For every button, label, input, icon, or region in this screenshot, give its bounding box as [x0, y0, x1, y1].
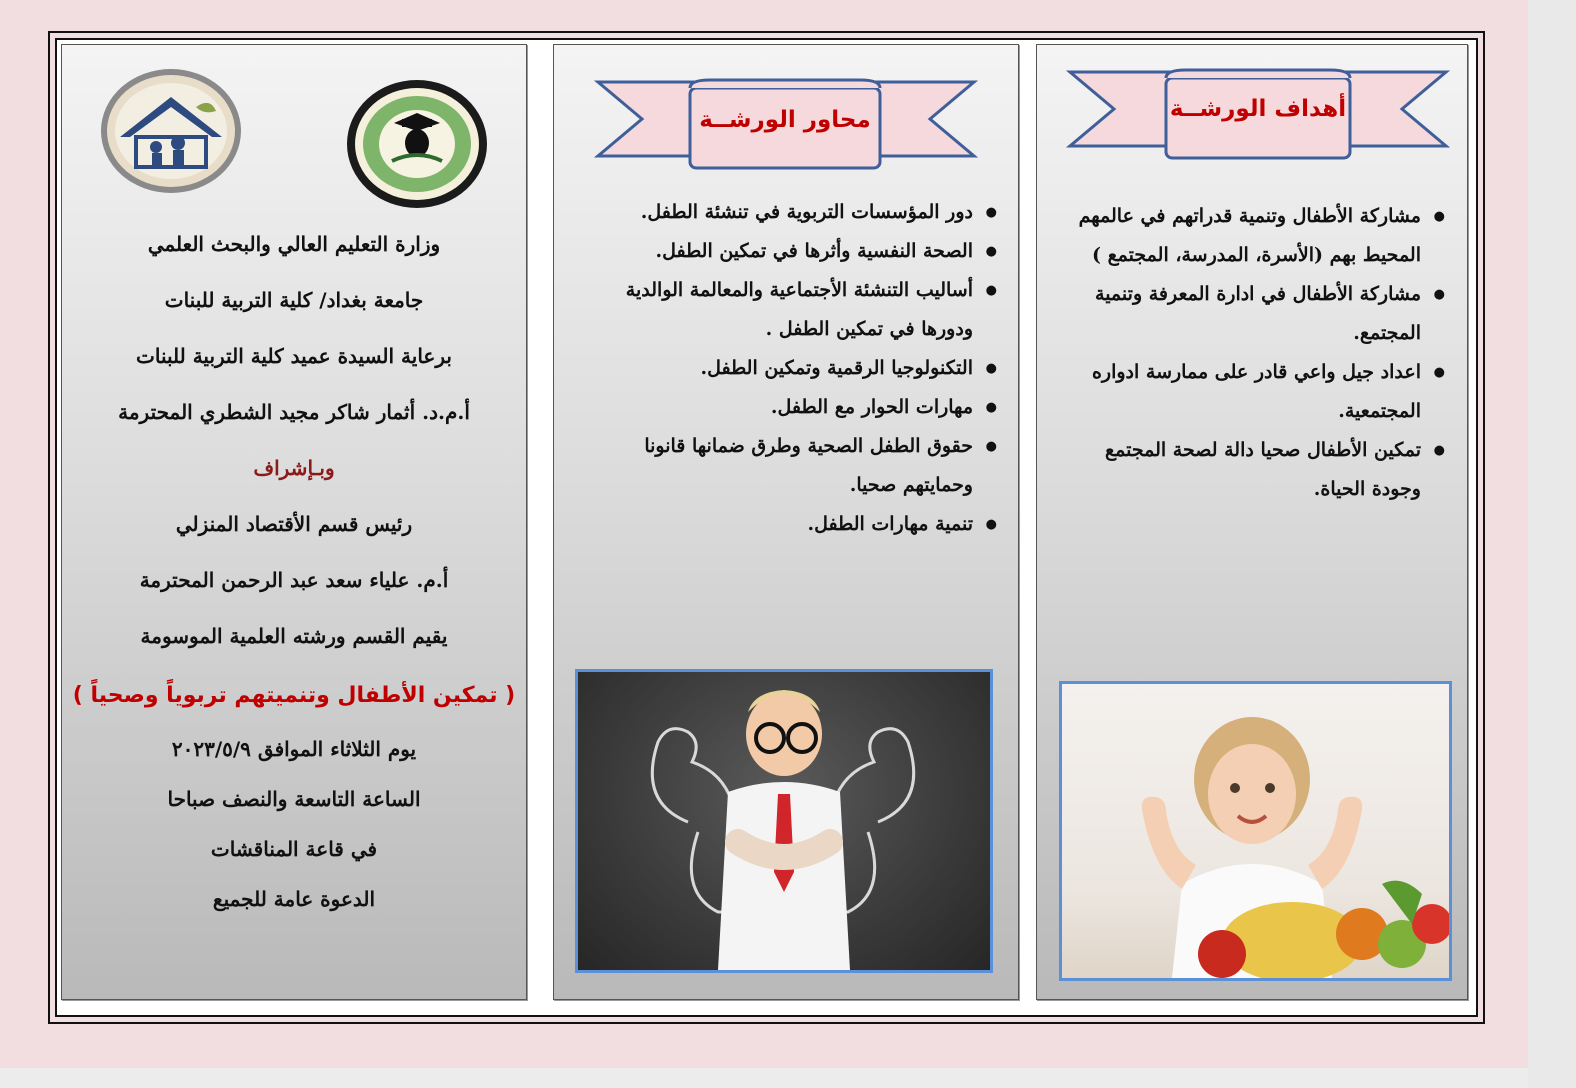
workshop-intro-line: يقيم القسم ورشته العلمية الموسومة [140, 624, 448, 648]
dept-head-name-line: أ.م. علياء سعد عبد الرحمن المحترمة [139, 568, 449, 592]
university-line: جامعة بغداد/ كلية التربية للبنات [164, 288, 424, 312]
boy-illustration [578, 672, 990, 970]
dean-name-line: أ.م.د. أثمار شاكر مجيد الشطري المحترمة [118, 400, 470, 424]
location-line: في قاعة المناقشات [210, 837, 378, 861]
college-logo [344, 77, 490, 211]
bottom-edge [0, 1068, 1528, 1088]
goal-item: ● مشاركة الأطفال وتنمية قدراتهم في عالمهم المحيط بهم (الأسرة، المدرسة، المجتمع ) [1052, 197, 1445, 275]
axis-item: ● مهارات الحوار مع الطفل. [577, 388, 997, 427]
goal-item: ● مشاركة الأطفال في ادارة المعرفة وتنمية المجتمع. [1052, 275, 1445, 353]
goals-list [1052, 197, 1445, 509]
goals-title: أهداف الورشــة [1169, 96, 1347, 122]
supervision-line: وبـإشراف [253, 456, 335, 480]
axis-item: ● حقوق الطفل الصحية وطرق ضمانها قانونا وحمايتهم صحيا. [577, 427, 997, 505]
ministry-line: وزارة التعليم العالي والبحث العلمي [147, 232, 441, 256]
boy-chalkboard-photo [575, 669, 993, 973]
dept-head-title-line: رئيس قسم الأقتصاد المنزلي [175, 512, 413, 536]
girl-vegetables-photo [1059, 681, 1452, 981]
axes-list [577, 193, 997, 544]
page-edge [1528, 0, 1576, 1088]
axis-item: ● الصحة النفسية وأثرها في تمكين الطفل. [577, 232, 997, 271]
time-line: الساعة التاسعة والنصف صباحا [167, 787, 421, 811]
goal-item: ● تمكين الأطفال صحيا دالة لصحة المجتمع وجودة الحياة. [1052, 431, 1445, 509]
date-line: يوم الثلاثاء الموافق ٢٠٢٣/٥/٩ [171, 737, 417, 761]
axis-item: ● دور المؤسسات التربوية في تنشئة الطفل. [577, 193, 997, 232]
axis-item: ● التكنولوجيا الرقمية وتمكين الطفل. [577, 349, 997, 388]
axis-item: ● أساليب التنشئة الأجتماعية والمعالمة الوالدية ودورها في تمكين الطفل . [577, 271, 997, 349]
dept-logo [98, 67, 244, 195]
workshop-title-line: ( تمكين الأطفال وتنميتهم تربوياً وصحياً ) [72, 683, 516, 708]
axes-title: محاور الورشــة [699, 107, 871, 133]
axis-item: ● تنمية مهارات الطفل. [577, 505, 997, 544]
patronage-line: برعاية السيدة عميد كلية التربية للبنات [136, 344, 452, 368]
goal-item: ● اعداد جيل واعي قادر على ممارسة ادواره المجتمعية. [1052, 353, 1445, 431]
girl-illustration [1062, 684, 1449, 978]
invitation-line: الدعوة عامة للجميع [212, 887, 376, 911]
